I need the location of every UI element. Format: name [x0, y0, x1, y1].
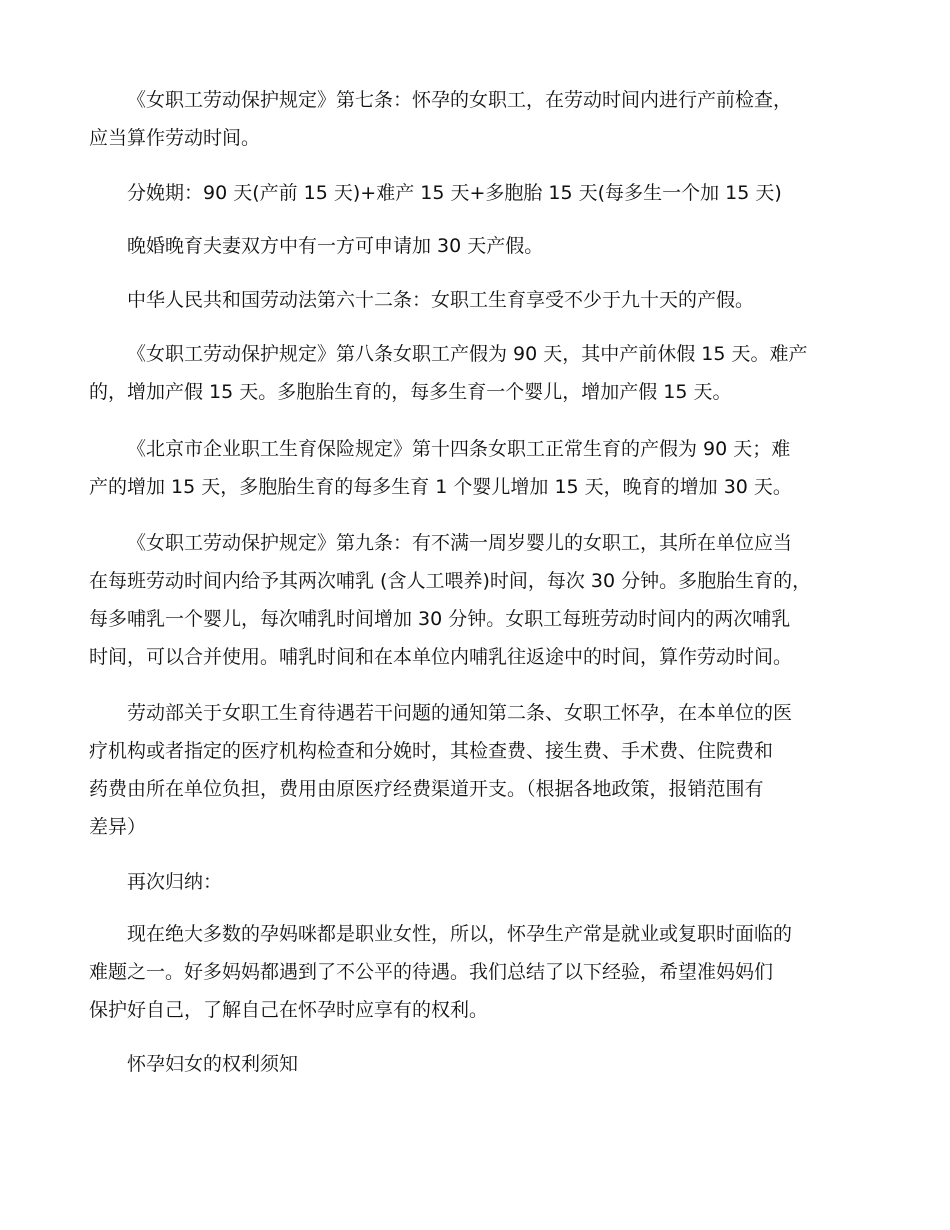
text-line: 在每班劳动时间内给予其两次哺乳 (含人工喂养)时间，每次 30 分钟。多胞胎生育的， — [89, 570, 812, 592]
text-line: 再次归纳： — [127, 871, 223, 893]
text-line: 《女职工劳动保护规定》第八条女职工产假为 90 天，其中产前休假 15 天。难产 — [127, 343, 808, 365]
text-line: 《女职工劳动保护规定》第九条：有不满一周岁婴儿的女职工，其所在单位应当 — [127, 532, 793, 554]
text-line: 每多哺乳一个婴儿，每次哺乳时间增加 30 分钟。女职工每班劳动时间内的两次哺乳 — [89, 608, 791, 630]
text-line: 药费由所在单位负担，费用由原医疗经费渠道开支。（根据各地政策，报销范围有 — [89, 778, 764, 800]
paragraph-delivery-period — [89, 174, 864, 212]
text-line: 《女职工劳动保护规定》第七条：怀孕的女职工，在劳动时间内进行产前检查， — [127, 89, 793, 111]
text-line: 应当算作劳动时间。 — [89, 127, 261, 149]
text-line: 的，增加产假 15 天。多胞胎生育的，每多生育一个婴儿，增加产假 15 天。 — [89, 381, 732, 403]
text-line: 中华人民共和国劳动法第六十二条：女职工生育享受不少于九十天的产假。 — [127, 289, 755, 311]
text-line: 现在绝大多数的孕妈咪都是职业女性，所以，怀孕生产常是就业或复职时面临的 — [127, 923, 793, 945]
paragraph-late-marriage — [89, 227, 864, 265]
paragraph-rights-heading — [89, 1045, 864, 1083]
paragraph-working-mothers — [89, 915, 864, 1029]
paragraph-labor-law-62 — [89, 281, 864, 319]
paragraph-beijing-article-14 — [89, 430, 864, 506]
paragraph-article-8 — [89, 335, 864, 411]
paragraph-notice-article-2 — [89, 694, 864, 846]
text-line: 保护好自己，了解自己在怀孕时应享有的权利。 — [89, 999, 489, 1021]
paragraph-article-7 — [89, 81, 864, 157]
text-line: 产的增加 15 天，多胞胎生育的每多生育 1 个婴儿增加 15 天，晚育的增加 30 天。 — [89, 476, 792, 498]
text-line: 差异） — [89, 816, 147, 838]
paragraph-article-9 — [89, 524, 864, 676]
text-line: 疗机构或者指定的医疗机构检查和分娩时，其检查费、接生费、手术费、住院费和 — [89, 740, 774, 762]
text-line: 难题之一。好多妈妈都遇到了不公平的待遇。我们总结了以下经验，希望准妈妈们 — [89, 961, 774, 983]
paragraph-summary-heading — [89, 863, 864, 901]
text-line: 《北京市企业职工生育保险规定》第十四条女职工正常生育的产假为 90 天；难 — [127, 438, 791, 460]
text-line: 时间，可以合并使用。哺乳时间和在本单位内哺乳往返途中的时间，算作劳动时间。 — [89, 646, 793, 668]
text-line: 怀孕妇女的权利须知 — [127, 1053, 299, 1075]
text-line: 劳动部关于女职工生育待遇若干问题的通知第二条、女职工怀孕，在本单位的医 — [127, 702, 793, 724]
text-line: 分娩期：90 天(产前 15 天)+难产 15 天+多胞胎 15 天(每多生一个加 15 天) — [127, 182, 782, 204]
text-line: 晚婚晚育夫妻双方中有一方可申请加 30 天产假。 — [127, 235, 544, 257]
